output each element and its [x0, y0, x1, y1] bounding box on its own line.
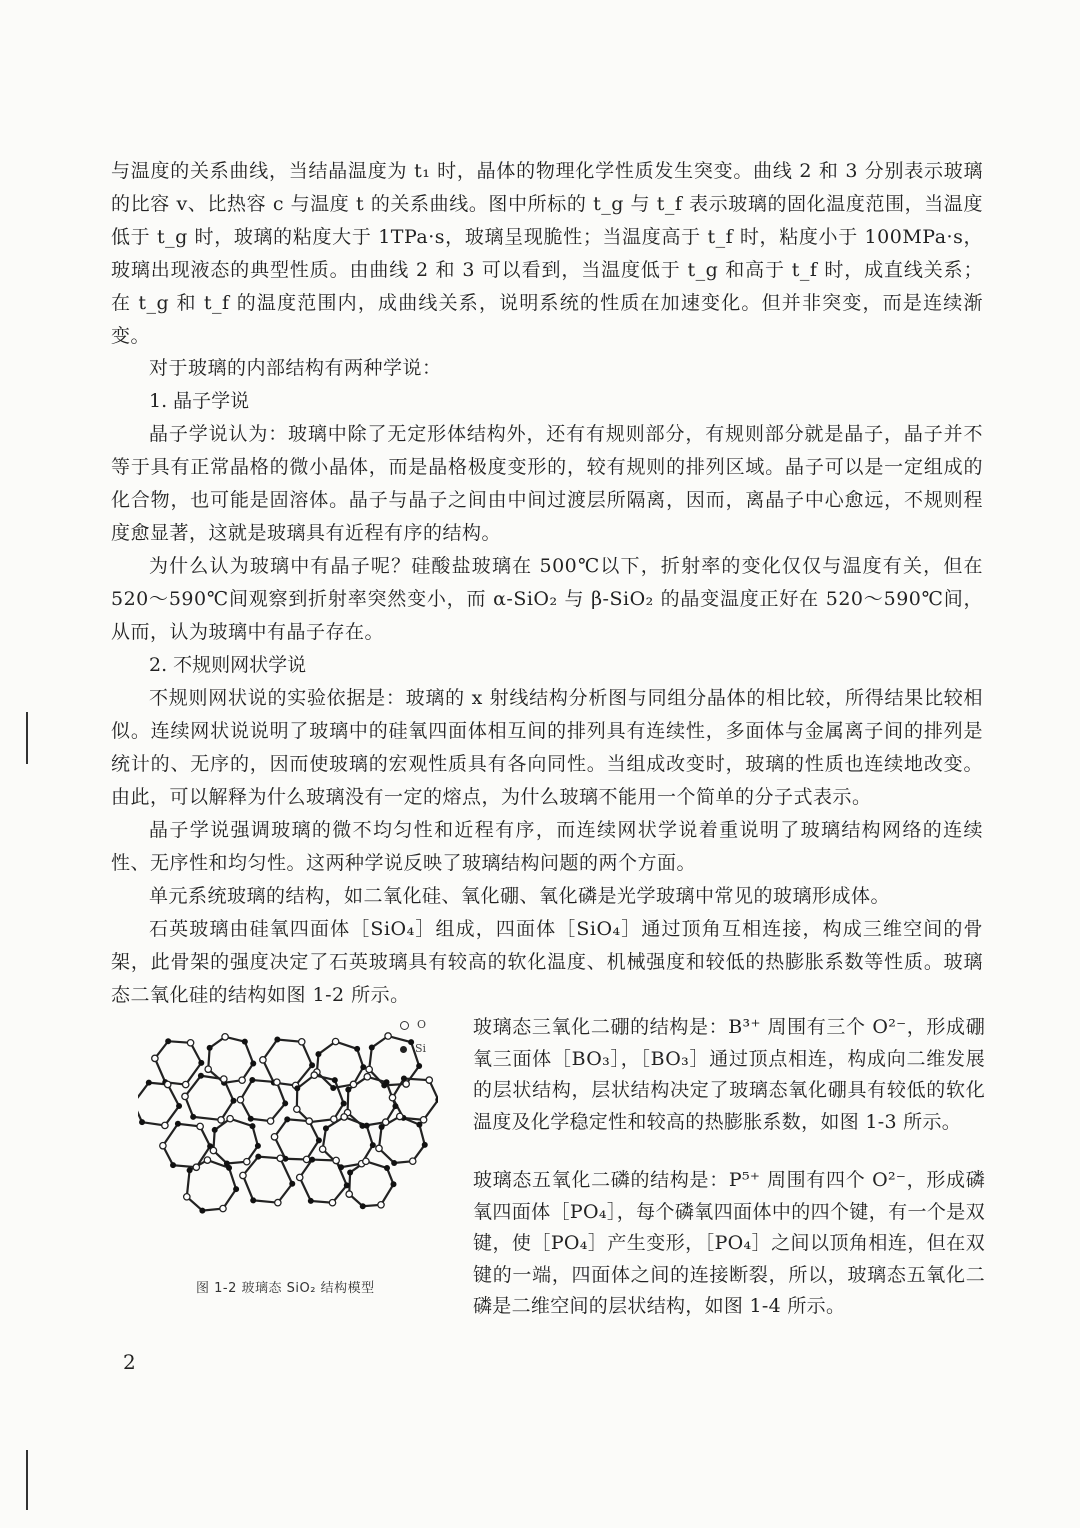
oxygen-atom	[306, 1118, 312, 1124]
ring-bond	[138, 1083, 179, 1126]
silicon-atom	[282, 1100, 288, 1106]
silicon-atom	[274, 1037, 280, 1043]
silicon-atom	[294, 1085, 300, 1091]
silicon-atom	[250, 1061, 256, 1067]
oxygen-atom	[218, 1117, 224, 1123]
oxygen-atom	[426, 1077, 432, 1083]
silicon-atom	[345, 1087, 351, 1093]
oxygen-atom	[382, 1119, 388, 1125]
silicon-atom	[175, 1121, 181, 1127]
silicon-atom	[289, 1181, 295, 1187]
legend-silicon-label: Si	[415, 1042, 427, 1055]
silicon-atom	[347, 1169, 353, 1175]
silicon-atom	[146, 1080, 152, 1086]
silicon-atom	[330, 1085, 336, 1091]
oxygen-marker-icon	[400, 1021, 409, 1030]
oxygen-atom	[378, 1202, 384, 1208]
silicon-atom	[139, 1119, 145, 1125]
oxygen-atom	[244, 1159, 250, 1165]
paragraph-random-network: 不规则网状说的实验依据是：玻璃的 x 射线结构分析图与同组分晶体的相比较，所得结果比较相似。连续网状说说明了玻璃中的硅氧四面体相互间的排列具有连续性，多面体与金属离子间的排列是统计的、无序的，因而使玻璃的宏观性质具有各向同性。当组成改变时，玻璃的性质也连续地改变。由此，可以解释为什么玻璃没有一定的熔点，为什么玻璃不能用一个简单的分子式表示。	[111, 687, 983, 808]
oxygen-atom	[205, 1066, 211, 1072]
oxygen-atom	[403, 1081, 409, 1087]
silicon-atom	[369, 1045, 375, 1051]
oxygen-atom	[363, 1158, 369, 1164]
oxygen-atom	[303, 1156, 309, 1162]
oxygen-atom	[397, 1113, 403, 1119]
silicon-atom	[250, 1123, 256, 1129]
silicon-atom	[226, 1165, 232, 1171]
silicon-atom	[332, 1077, 338, 1083]
silicon-atom	[249, 1077, 255, 1083]
silicon-atom	[341, 1101, 347, 1107]
oxygen-atom	[222, 1034, 228, 1040]
silicon-atom	[401, 1076, 407, 1082]
oxygen-atom	[160, 1143, 166, 1149]
silicon-atom	[284, 1116, 290, 1122]
oxygen-atom	[319, 1146, 325, 1152]
oxygen-atom	[277, 1155, 283, 1161]
oxygen-atom	[221, 1076, 227, 1082]
silicon-atom	[390, 1181, 396, 1187]
oxygen-atom	[237, 1097, 243, 1103]
silicon-atom	[315, 1051, 321, 1057]
paragraph-single-component: 单元系统玻璃的结构，如二氧化硅、氧化硼、氧化磷是光学玻璃中常见的玻璃形成体。	[149, 885, 891, 907]
oxygen-atom	[271, 1134, 277, 1140]
paragraph-phosphorus-oxide: 玻璃态五氧化二磷的结构是：P⁵⁺ 周围有四个 O²⁻，形成磷氧四面体［PO₄］，每个磷氧四面体中的四个键，有一个是双键，使［PO₄］产生变形，［PO₄］之间以顶角相连，但在双键的一端，四面体之间的连接断裂，所以，玻璃态五氧化二磷是二维空间的层状结构，如图 1-4 所示。	[473, 1169, 985, 1317]
oxygen-atom	[332, 1038, 338, 1044]
silicon-atom	[231, 1098, 237, 1104]
silicon-atom	[248, 1116, 254, 1122]
oxygen-atom	[260, 1057, 266, 1063]
silicon-atom	[198, 1060, 204, 1066]
silicon-atom	[364, 1123, 370, 1129]
oxygen-atom	[364, 1074, 370, 1080]
silicon-atom	[370, 1142, 376, 1148]
silicon-atom	[255, 1143, 261, 1149]
oxygen-atom	[227, 1116, 233, 1122]
silicon-atom	[379, 1124, 385, 1130]
ring-bond	[155, 1041, 201, 1084]
silicon-atom	[176, 1103, 182, 1109]
ring-bond	[263, 1040, 312, 1086]
ring-bond	[275, 1119, 319, 1159]
silicon-atom	[309, 1157, 315, 1163]
silicon-atom	[354, 1046, 360, 1052]
silicon-atom	[190, 1114, 196, 1120]
oxygen-atom	[193, 1164, 199, 1170]
silicon-atom	[338, 1164, 344, 1170]
ring-bond	[240, 1080, 285, 1121]
paragraph-quartz-glass: 石英玻璃由硅氧四面体［SiO₄］组成，四面体［SiO₄］通过顶角互相连接，构成三维空间的骨架，此骨架的强度决定了石英玻璃具有较高的软化温度、机械强度和较低的热膨胀系数等性质。玻璃态二氧化硅的结构如图 1-2 所示。	[111, 918, 983, 1006]
silicon-atom	[170, 1162, 176, 1168]
oxygen-atom	[210, 1147, 216, 1153]
paragraph-why-crystallites: 为什么认为玻璃中有晶子呢？硅酸盐玻璃在 500℃以下，折射率的变化仅仅与温度有关，但在 520～590℃间观察到折射率突然变小，而 α-SiO₂ 与 β-SiO₂ 的晶变温度正好在 520～590℃间，从而，认为玻璃中有晶子存在。	[111, 555, 983, 643]
oxygen-atom	[350, 1081, 356, 1087]
oxygen-atom	[376, 1145, 382, 1151]
silicon-atom	[212, 1127, 218, 1133]
silicon-atom	[308, 1198, 314, 1204]
silicon-atom	[384, 1165, 390, 1171]
legend-oxygen-label: O	[417, 1018, 427, 1031]
silicon-atom	[309, 1062, 315, 1068]
sio2-network-diagram	[138, 1032, 438, 1232]
oxygen-atom	[220, 1205, 226, 1211]
oxygen-atom	[331, 1116, 337, 1122]
paragraph-comparison: 晶子学说强调玻璃的微不均匀性和近程有序，而连续网状学说着重说明了玻璃结构网络的连续性、无序性和均匀性。这两种学说反映了玻璃结构问题的两个方面。	[111, 819, 983, 874]
ring-bond	[163, 1124, 210, 1167]
oxygen-atom	[366, 1066, 372, 1072]
silicon-atom	[391, 1160, 397, 1166]
paragraph-boron-oxide: 玻璃态三氧化二硼的结构是：B³⁺ 周围有三个 O²⁻，形成硼氧三面体［BO₃］，［BO₃］通过顶点相连，构成向二维发展的层状结构，层状结构决定了玻璃态氧化硼具有较低的软化温度及化学稳定性和较高的热膨胀系数，如图 1-3 所示。	[473, 1016, 985, 1133]
silicon-atom	[422, 1142, 428, 1148]
oxygen-atom	[182, 1093, 188, 1099]
paragraph-curves: 与温度的关系曲线，当结晶温度为 t₁ 时，晶体的物理化学性质发生突变。曲线 2 和 3 分别表示玻璃的比容 v、比热容 c 与温度 t 的关系曲线。图中所标的 t_g 与 t_f 表示玻璃的固化温度范围，当温度低于 t_g 时，玻璃的粘度大于 1TPa·s，玻璃呈现脆性；当温度高于 t_f 时，粘度小于 100MPa·s，玻璃出现液态的典型性质。由曲线 2 和 3 可以看到，当温度低于 t_g 和高于 t_f 时，成直线关系；在 t_g 和 t_f 的温度范围内，成曲线关系，说明系统的性质在加速变化。但并非突变，而是连续渐变。	[111, 160, 983, 347]
silicon-atom	[323, 1125, 329, 1131]
heading-crystallite-theory: 1. 晶子学说	[149, 390, 250, 412]
scan-margin-line	[26, 712, 28, 764]
silicon-atom	[384, 1079, 390, 1085]
oxygen-atom	[187, 1040, 193, 1046]
silicon-atom	[255, 1154, 261, 1160]
silicon-atom	[344, 1182, 350, 1188]
silicon-atom	[250, 1197, 256, 1203]
oxygen-atom	[165, 1081, 171, 1087]
oxygen-atom	[239, 1077, 245, 1083]
silicon-atom	[316, 1137, 322, 1143]
oxygen-atom	[275, 1199, 281, 1205]
oxygen-atom	[197, 1123, 203, 1129]
silicon-atom	[392, 1103, 398, 1109]
oxygen-atom	[162, 1122, 168, 1128]
oxygen-atom	[385, 1033, 391, 1039]
oxygen-atom	[299, 1039, 305, 1045]
silicon-atom	[187, 1167, 193, 1173]
silicon-atom	[416, 1122, 422, 1128]
oxygen-atom	[152, 1055, 158, 1061]
page-number: 2	[123, 1350, 136, 1374]
oxygen-atom	[389, 1094, 395, 1100]
silicon-atom	[198, 1073, 204, 1079]
silicon-atom	[408, 1039, 414, 1045]
heading-random-network-theory: 2. 不规则网状学说	[149, 654, 307, 676]
oxygen-atom	[267, 1118, 273, 1124]
oxygen-atom	[410, 1158, 416, 1164]
oxygen-atom	[240, 1172, 246, 1178]
scan-margin-line	[26, 1450, 28, 1510]
oxygen-atom	[420, 1117, 426, 1123]
ring-bond	[243, 1157, 292, 1203]
silicon-atom	[199, 1208, 205, 1214]
silicon-atom	[416, 1063, 422, 1069]
oxygen-atom	[333, 1157, 339, 1163]
oxygen-atom	[311, 1072, 317, 1078]
figure-caption: 图 1-2 玻璃态 SiO₂ 结构模型	[196, 1281, 375, 1296]
oxygen-atom	[294, 1106, 300, 1112]
silicon-atom	[360, 1203, 366, 1209]
oxygen-atom	[184, 1194, 190, 1200]
oxygen-atom	[346, 1191, 352, 1197]
oxygen-atom	[329, 1200, 335, 1206]
oxygen-atom	[297, 1174, 303, 1180]
silicon-atom	[233, 1186, 239, 1192]
silicon-atom	[242, 1039, 248, 1045]
oxygen-atom	[341, 1114, 347, 1120]
oxygen-atom	[274, 1079, 280, 1085]
oxygen-atom	[204, 1157, 210, 1163]
paragraph-crystallite-theory: 晶子学说认为：玻璃中除了无定形体结构外，还有有规则部分，有规则部分就是晶子，晶子并不等于具有正常晶格的微小晶体，而是晶格极度变形的，较有规则的排列区域。晶子可以是一定组成的化合物，也可能是固溶体。晶子与晶子之间由中间过渡层所隔离，因而，离晶子中心愈远，不规则程度愈显著，这就是玻璃具有近程有序的结构。	[111, 423, 983, 544]
oxygen-atom	[182, 1081, 188, 1087]
silicon-atom	[207, 1045, 213, 1051]
silicon-atom	[165, 1038, 171, 1044]
paragraph-two-theories: 对于玻璃的内部结构有两种学说：	[149, 357, 442, 379]
